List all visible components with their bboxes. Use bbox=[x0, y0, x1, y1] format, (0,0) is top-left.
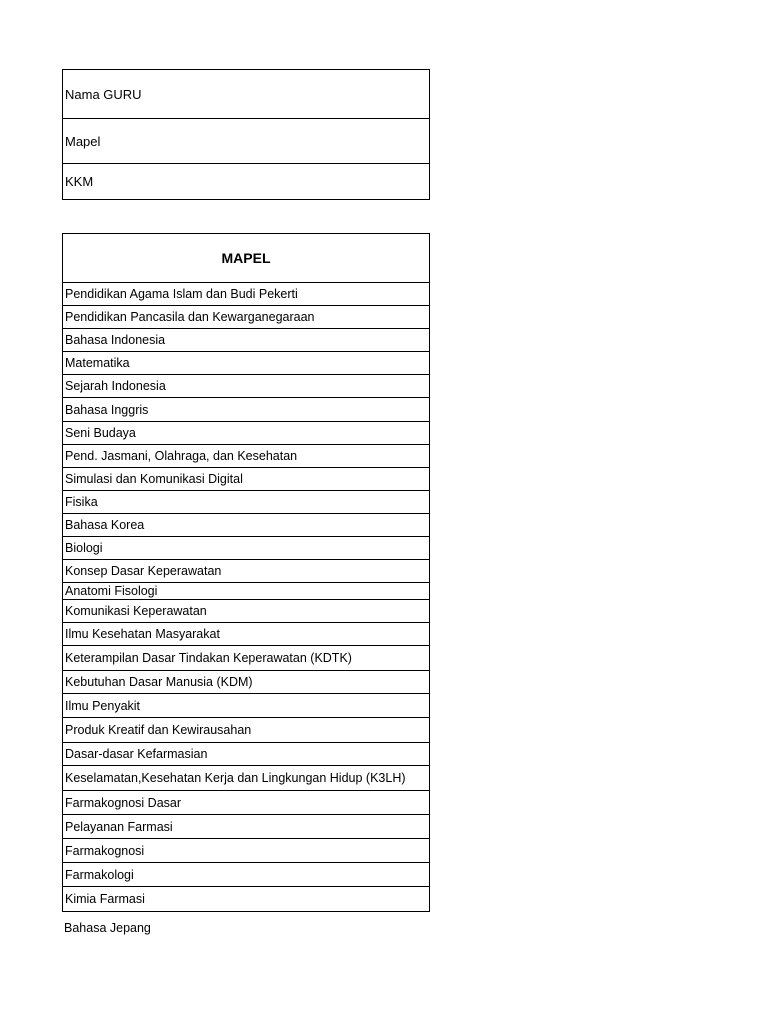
mapel-list-item bbox=[63, 694, 429, 718]
mapel-list-item bbox=[63, 671, 429, 694]
mapel-list-item bbox=[63, 491, 429, 514]
mapel-item-label: Pend. Jasmani, Olahraga, dan Kesehatan bbox=[65, 449, 298, 463]
mapel-list-item bbox=[63, 398, 429, 422]
mapel-item-label: Seni Budaya bbox=[65, 426, 136, 440]
mapel-list-item bbox=[63, 306, 429, 329]
mapel-list-item bbox=[63, 743, 429, 766]
mapel-table-header bbox=[63, 234, 429, 283]
mapel-item-label: Ilmu Penyakit bbox=[65, 698, 141, 713]
mapel-item-label: Dasar-dasar Kefarmasian bbox=[65, 747, 208, 761]
mapel-item-label: Pendidikan Pancasila dan Kewarganegaraan bbox=[65, 310, 315, 324]
mapel-list-item bbox=[63, 375, 429, 398]
teacher-info-table bbox=[62, 69, 430, 200]
nama-guru-row bbox=[63, 70, 429, 119]
mapel-list-item bbox=[63, 623, 429, 646]
mapel-list-item bbox=[63, 445, 429, 468]
mapel-list-item bbox=[63, 646, 429, 671]
kkm-label: KKM bbox=[65, 174, 94, 189]
mapel-list-item bbox=[63, 863, 429, 887]
mapel-list-item bbox=[63, 791, 429, 815]
mapel-list-item bbox=[63, 537, 429, 560]
mapel-list-item bbox=[63, 583, 429, 600]
mapel-list-item bbox=[63, 560, 429, 583]
trailing-mapel-item: Bahasa Jepang bbox=[64, 921, 151, 935]
mapel-list-item bbox=[63, 766, 429, 791]
mapel-item-label: Bahasa Inggris bbox=[65, 402, 149, 417]
mapel-item-label: Farmakologi bbox=[65, 867, 134, 882]
mapel-item-label: Anatomi Fisologi bbox=[65, 584, 158, 598]
mapel-list-item bbox=[63, 468, 429, 491]
mapel-item-label: Fisika bbox=[65, 495, 98, 509]
mapel-item-label: Komunikasi Keperawatan bbox=[65, 604, 207, 618]
mapel-item-label: Biologi bbox=[65, 541, 103, 555]
mapel-item-label: Bahasa Indonesia bbox=[65, 333, 166, 347]
mapel-header-label: MAPEL bbox=[221, 250, 271, 266]
mapel-item-label: Konsep Dasar Keperawatan bbox=[65, 564, 222, 578]
mapel-row bbox=[63, 119, 429, 164]
mapel-item-label: Sejarah Indonesia bbox=[65, 379, 166, 393]
mapel-list-item bbox=[63, 600, 429, 623]
mapel-item-label: Kimia Farmasi bbox=[65, 892, 145, 906]
mapel-item-label: Farmakognosi bbox=[65, 843, 145, 858]
mapel-item-label: Bahasa Korea bbox=[65, 518, 145, 532]
mapel-list-item bbox=[63, 887, 429, 912]
mapel-item-label: Pelayanan Farmasi bbox=[65, 819, 173, 834]
mapel-item-label: Simulasi dan Komunikasi Digital bbox=[65, 472, 243, 486]
mapel-list-item bbox=[63, 514, 429, 537]
mapel-list-item bbox=[63, 329, 429, 352]
mapel-list-item bbox=[63, 422, 429, 445]
mapel-item-label: Kebutuhan Dasar Manusia (KDM) bbox=[65, 675, 253, 689]
mapel-item-label: Ilmu Kesehatan Masyarakat bbox=[65, 627, 220, 641]
mapel-list-item bbox=[63, 283, 429, 306]
mapel-list-item bbox=[63, 352, 429, 375]
mapel-label: Mapel bbox=[65, 133, 101, 149]
nama-guru-label: Nama GURU bbox=[65, 86, 142, 102]
mapel-item-label: Keselamatan,Kesehatan Kerja dan Lingkungan Hidup (K3LH) bbox=[65, 771, 406, 785]
mapel-table bbox=[62, 233, 430, 912]
mapel-item-label: Farmakognosi Dasar bbox=[65, 795, 182, 810]
mapel-item-label: Produk Kreatif dan Kewirausahan bbox=[65, 723, 252, 737]
mapel-item-label: Keterampilan Dasar Tindakan Keperawatan (KDTK) bbox=[65, 651, 352, 665]
kkm-row bbox=[63, 164, 429, 199]
mapel-list-item bbox=[63, 839, 429, 863]
mapel-item-label: Matematika bbox=[65, 356, 130, 370]
mapel-item-label: Pendidikan Agama Islam dan Budi Pekerti bbox=[65, 287, 298, 301]
mapel-rows bbox=[63, 283, 429, 912]
mapel-list-item bbox=[63, 815, 429, 839]
mapel-list-item bbox=[63, 718, 429, 743]
